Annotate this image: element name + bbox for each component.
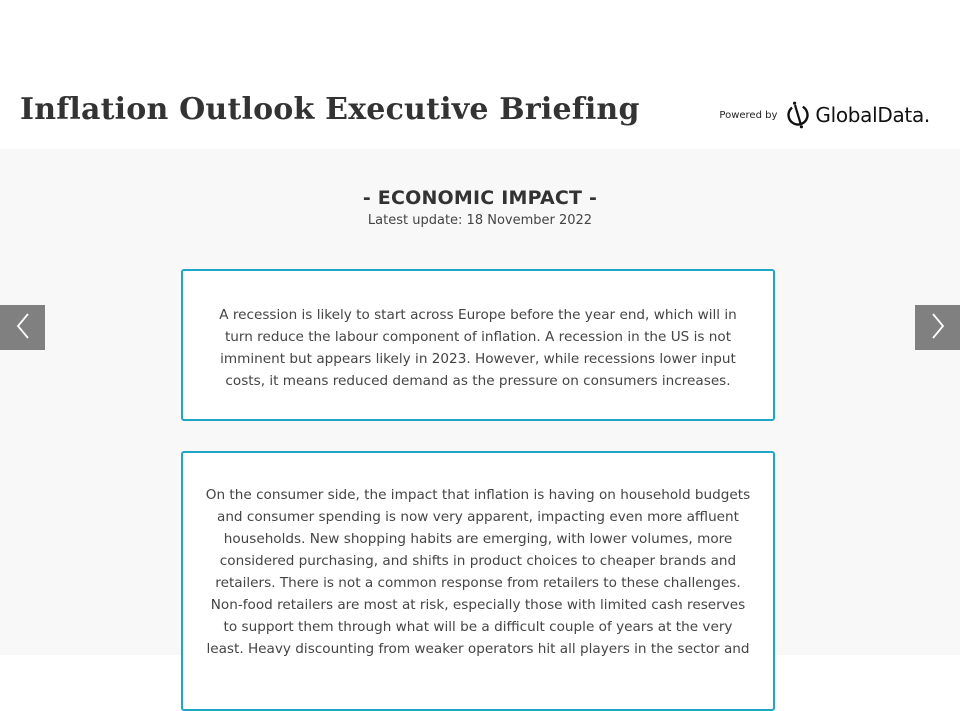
page-header (0, 80, 960, 149)
powered-by (719, 99, 930, 131)
previous-slide-button[interactable] (0, 305, 45, 350)
top-spacer (0, 0, 960, 80)
globaldata-logo-icon (785, 100, 811, 130)
insight-card (181, 269, 775, 421)
insight-card (181, 451, 775, 711)
globaldata-logo[interactable] (785, 100, 930, 130)
chevron-right-icon (930, 312, 946, 344)
chevron-left-icon (15, 312, 31, 344)
next-slide-button[interactable] (915, 305, 960, 350)
powered-by-label: Powered by (719, 109, 778, 121)
insight-text: On the consumer side, the impact that inflation is having on household budgets and consumer spending is now very apparent, impacting even more affluent households. New shopping habits are emerging, with lower volumes, more considered purchasing, and shifts in product choices to cheaper brands and retailers. There is not a common response from retailers to these challenges. Non-food retailers are most at risk, especially those with limited cash reserves to support them through what will be a difficult couple of years at the very least. Heavy discounting from weaker operators hit all players in the sector and (205, 487, 751, 657)
insight-text: A recession is likely to start across Europe before the year end, which will in turn reduce the labour component of inflation. A recession in the US is not imminent but appears likely in 2023. However, while recessions lower input costs, it means reduced demand as the pressure on consumers increases. (219, 307, 737, 389)
page-title: Inflation Outlook Executive Briefing (20, 92, 640, 127)
briefing-content (0, 149, 960, 655)
section-title: - ECONOMIC IMPACT - (362, 187, 598, 209)
latest-update: Latest update: 18 November 2022 (367, 213, 593, 228)
globaldata-wordmark: GlobalData. (815, 103, 930, 127)
